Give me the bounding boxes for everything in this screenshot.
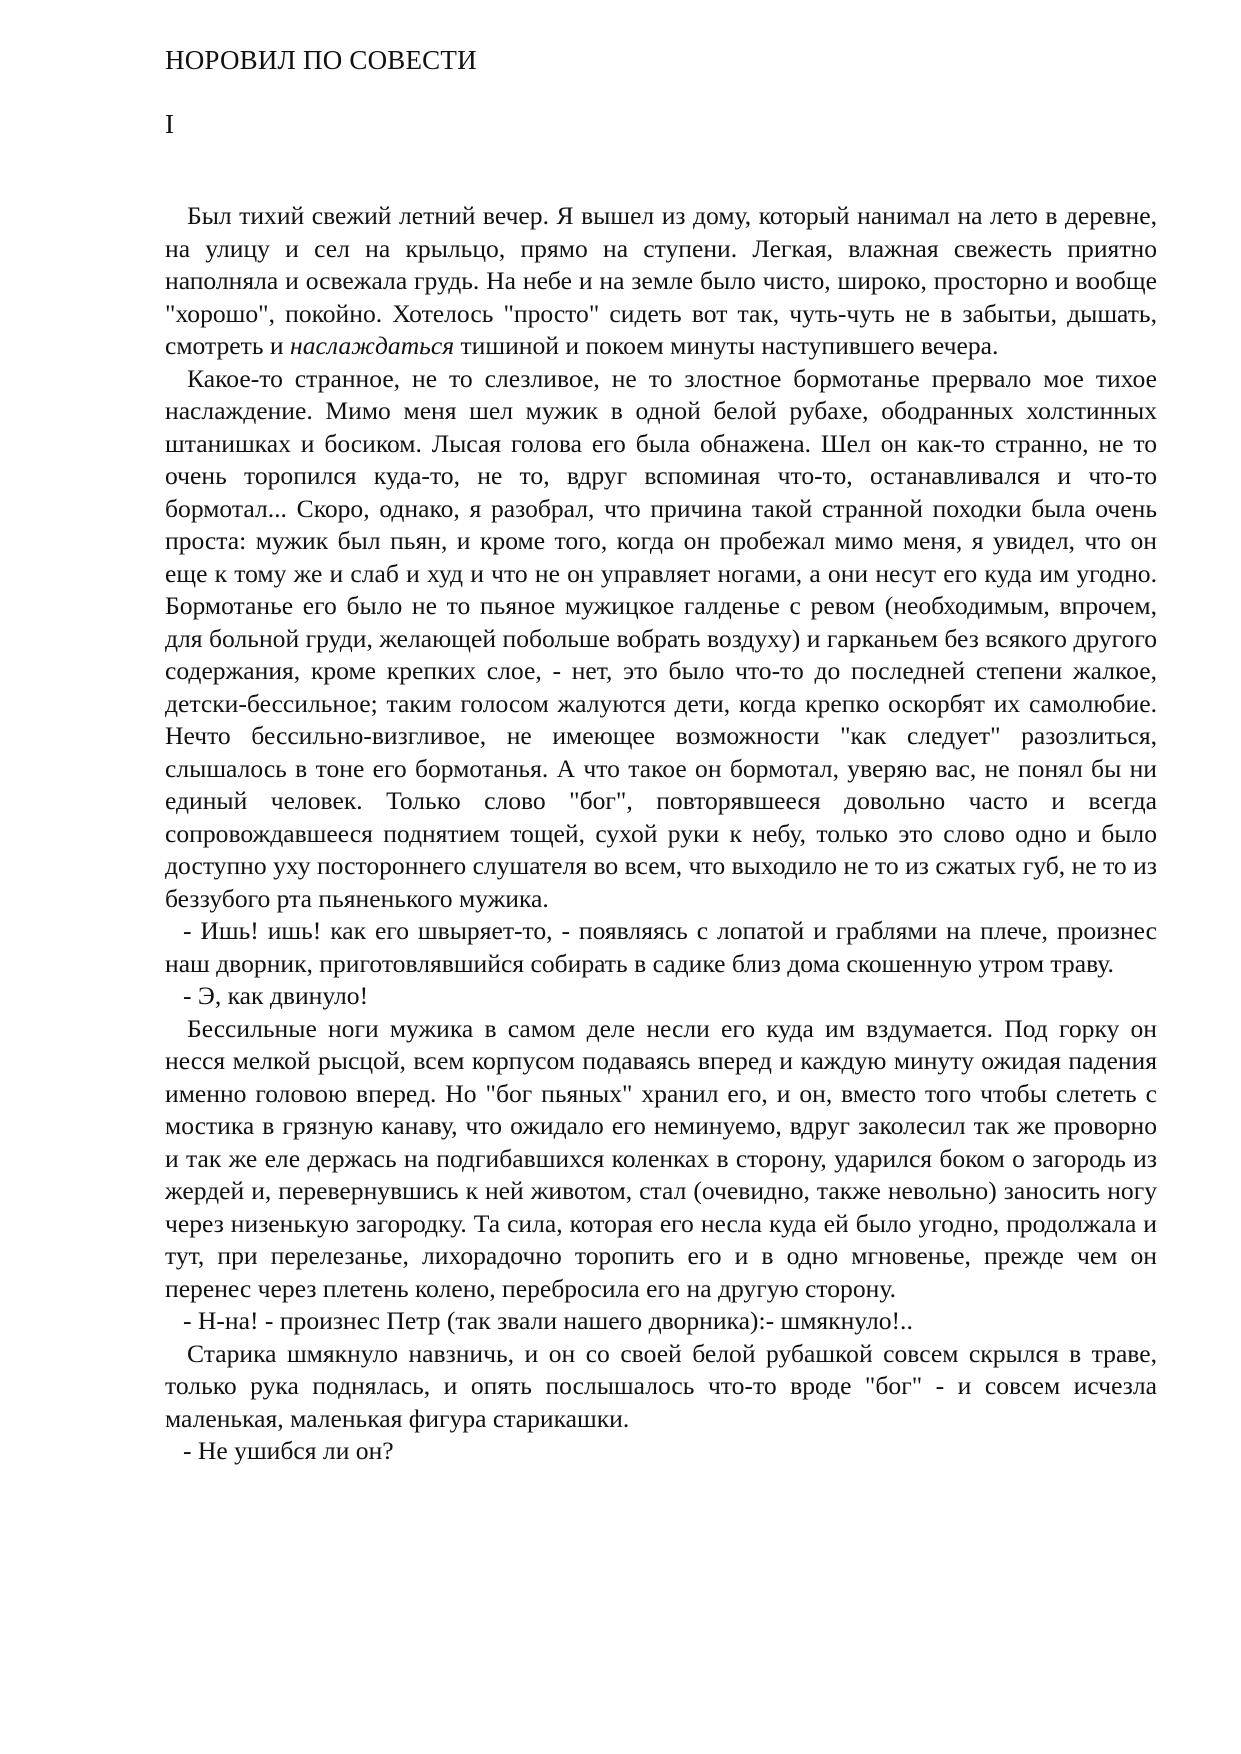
document-title: НОРОВИЛ ПО СОВЕСТИ	[165, 45, 477, 75]
dialog-line: - Н-на! - произнес Петр (так звали нашего дворника):- шмякнуло!..	[183, 1306, 913, 1335]
chapter-number: I	[165, 109, 174, 139]
paragraph: Какое-то странное, не то слезливое, не то злостное бормотанье прервало мое тихое наслаждение. Мимо меня шел мужик в одной белой рубахе, ободранных холстинных штанишках и босиком. Лысая голова его была обнажена. Шел он как-то странно, не то очень торопился куда-то, не то, вдруг вспоминая что-то, останавливался и что-то бормотал... Скоро, однако, я разобрал, что причина такой странной походки была очень проста: мужик был пьян, и кроме того, когда он пробежал мимо меня, я увидел, что он еще к тому же и слаб и худ и что не он управляет ногами, а они несут его куда им угодно. Бормотанье его было не то пьяное мужицкое галденье с ревом (необходимым, впрочем, для больной груди, желающей побольше вобрать воздуху) и гарканьем без всякого другого содержания, кроме крепких слое, - нет, это было что-то до последней степени жалкое, детски-бессильное; таким голосом жалуются дети, когда крепко оскорбят их самолюбие. Нечто бессильно-визгливое, не имеющее возможности "как следует" разозлиться, слышалось в тоне его бормотанья. А что такое он бормотал, уверяю вас, не понял бы ни единый человек. Только слово "бог", повторявшееся довольно часто и всегда сопровождавшееся поднятием тощей, сухой руки к небу, только это слово одно и было доступно уху постороннего слушателя во всем, что выходило не то из сжатых губ, не то из беззубого рта пьяненького мужика.	[165, 363, 1157, 913]
body-text	[165, 200, 1157, 1468]
dialog-line: - Э, как двинуло!	[183, 981, 369, 1010]
paragraph: Бессильные ноги мужика в самом деле несли его куда им вздумается. Под горку он несся мелкой рысцой, всем корпусом подаваясь вперед и каждую минуту ожидая падения именно головою вперед. Но "бог пьяных" хранил его, и он, вместо того чтобы слететь с мостика в грязную канаву, что ожидало его неминуемо, вдруг заколесил так же проворно и так же еле держась на подгибавшихся коленках в сторону, ударился боком о загородь из жердей и, перевернувшись к ней животом, стал (очевидно, также невольно) заносить ногу через низенькую загородку. Та сила, которая его несла куда ей было угодно, продолжала и тут, при перелезанье, лихорадочно торопить его и в одно мгновенье, прежде чем он перенес через плетень колено, перебросила его на другую сторону.	[165, 1013, 1157, 1303]
paragraph: Старика шмякнуло навзничь, и он со своей белой рубашкой совсем скрылся в траве, только рука поднялась, и опять послышалось что-то вроде "бог" - и совсем исчезла маленькая, маленькая фигура старикашки.	[165, 1338, 1157, 1433]
emphasis: наслаждаться	[290, 331, 455, 360]
dialog-line: - Не ушибся ли он?	[183, 1436, 394, 1465]
dialog-line: - Ишь! ишь! как его швыряет-то, - появляясь с лопатой и граблями на плече, произнес наш дворник, приготовлявшийся собирать в садике близ дома скошенную утром траву.	[165, 916, 1157, 978]
paragraph: Был тихий свежий летний вечер. Я вышел из дому, который нанимал на лето в деревне, на улицу и сел на крыльцо, прямо на ступени. Легкая, влажная свежесть приятно наполняла и освежала грудь. На небе и на земле было чисто, широко, просторно и вообще "хорошо", покойно. Хотелось "просто" сидеть вот так, чуть-чуть не в забытьи, дышать, смотреть и наслаждаться тишиной и покоем минуты наступившего вечера.	[165, 201, 1157, 360]
